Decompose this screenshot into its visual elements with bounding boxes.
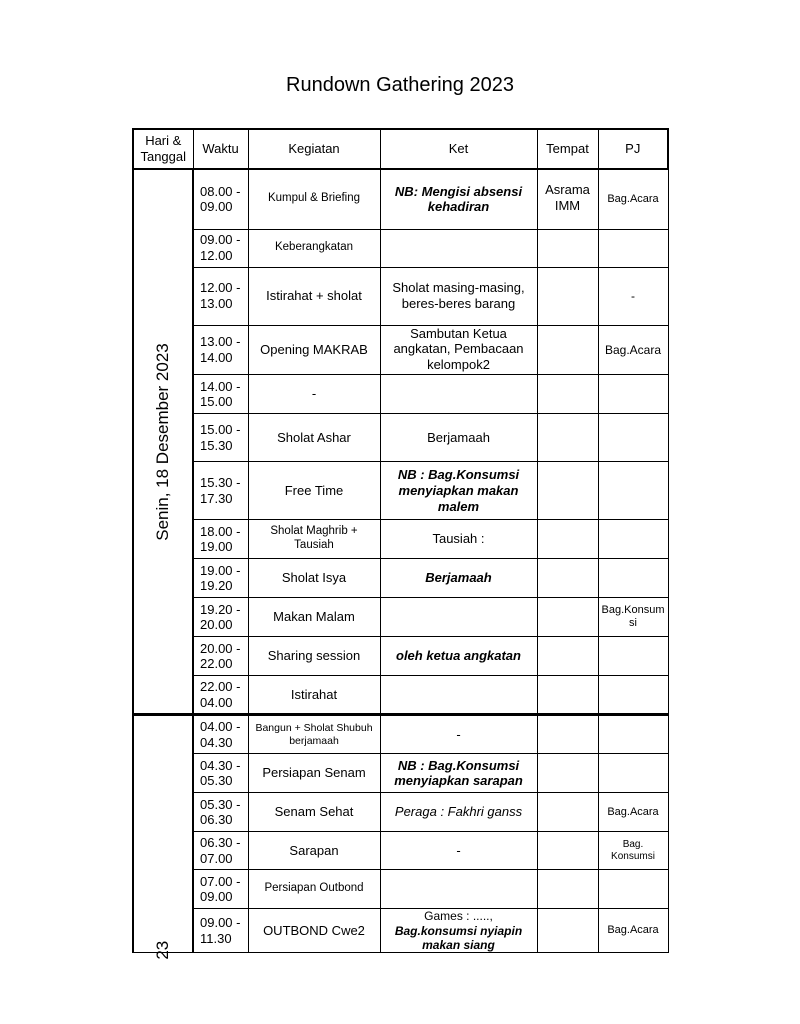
table-row bbox=[133, 870, 668, 909]
cell-kegiatan: Opening MAKRAB bbox=[248, 325, 380, 375]
cell-kegiatan: Persiapan Outbond bbox=[248, 870, 380, 909]
cell-waktu: 06.30 - 07.00 bbox=[193, 832, 248, 870]
cell-ket: NB: Mengisi absensi kehadiran bbox=[380, 169, 537, 229]
cell-ket: Sholat masing-masing, beres-beres barang bbox=[380, 267, 537, 325]
cell-waktu: 14.00 - 15.00 bbox=[193, 375, 248, 414]
cell-kegiatan: Istirahat + sholat bbox=[248, 267, 380, 325]
cell-tempat bbox=[537, 637, 598, 676]
cell-waktu: 09.00 - 11.30 bbox=[193, 909, 248, 953]
cell-kegiatan: Free Time bbox=[248, 462, 380, 520]
cell-pj: - bbox=[598, 267, 668, 325]
cell-kegiatan: - bbox=[248, 375, 380, 414]
table-row bbox=[133, 909, 668, 953]
cell-ket: - bbox=[380, 715, 537, 754]
cell-tempat bbox=[537, 598, 598, 637]
cell-ket bbox=[380, 909, 537, 953]
cell-pj bbox=[598, 754, 668, 793]
document-title: Rundown Gathering 2023 bbox=[286, 74, 514, 96]
cell-waktu: 08.00 - 09.00 bbox=[193, 169, 248, 229]
cell-pj bbox=[598, 559, 668, 598]
cell-kegiatan: Sarapan bbox=[248, 832, 380, 870]
cell-kegiatan: Sholat Maghrib + Tausiah bbox=[248, 520, 380, 559]
cell-ket bbox=[380, 229, 537, 267]
cell-pj: Bag.Acara bbox=[598, 169, 668, 229]
cell-ket: Sambutan Ketua angkatan, Pembacaan kelompok2 bbox=[380, 325, 537, 375]
cell-kegiatan: Sholat Ashar bbox=[248, 414, 380, 462]
table-row bbox=[133, 229, 668, 267]
cell-tempat bbox=[537, 414, 598, 462]
cell-kegiatan: OUTBOND Cwe2 bbox=[248, 909, 380, 953]
cell-ket: - bbox=[380, 832, 537, 870]
table-row bbox=[133, 325, 668, 375]
table-row bbox=[133, 414, 668, 462]
cell-ket bbox=[380, 870, 537, 909]
cell-pj bbox=[598, 375, 668, 414]
cell-ket: NB : Bag.Konsumsi menyiapkan makan malem bbox=[380, 462, 537, 520]
cell-tempat bbox=[537, 909, 598, 953]
header-pj: PJ bbox=[598, 129, 668, 169]
cell-tempat bbox=[537, 754, 598, 793]
cell-pj bbox=[598, 870, 668, 909]
cell-ket: NB : Bag.Konsumsi menyiapkan sarapan bbox=[380, 754, 537, 793]
cell-pj: Bag.Acara bbox=[598, 793, 668, 832]
cell-tempat bbox=[537, 229, 598, 267]
table-row bbox=[133, 676, 668, 715]
table-row bbox=[133, 754, 668, 793]
rundown-table-area bbox=[132, 128, 667, 960]
cell-kegiatan: Sharing session bbox=[248, 637, 380, 676]
table-row bbox=[133, 520, 668, 559]
cell-kegiatan: Persiapan Senam bbox=[248, 754, 380, 793]
cell-waktu: 19.00 - 19.20 bbox=[193, 559, 248, 598]
rundown-table bbox=[132, 128, 669, 960]
cell-kegiatan: Kumpul & Briefing bbox=[248, 169, 380, 229]
cell-kegiatan: Keberangkatan bbox=[248, 229, 380, 267]
cell-waktu: 04.00 - 04.30 bbox=[193, 715, 248, 754]
cell-waktu: 20.00 - 22.00 bbox=[193, 637, 248, 676]
cell-pj bbox=[598, 676, 668, 715]
cell-pj: Bag.Konsumsi bbox=[598, 598, 668, 637]
cell-waktu: 04.30 - 05.30 bbox=[193, 754, 248, 793]
cell-waktu: 15.30 - 17.30 bbox=[193, 462, 248, 520]
header-row bbox=[133, 129, 668, 169]
header-waktu: Waktu bbox=[193, 129, 248, 169]
day-cell-2 bbox=[133, 715, 193, 960]
table-row bbox=[133, 267, 668, 325]
cell-waktu: 05.30 - 06.30 bbox=[193, 793, 248, 832]
header-ket: Ket bbox=[380, 129, 537, 169]
ket-plain: Games : ....., bbox=[424, 909, 493, 924]
cell-kegiatan: Sholat Isya bbox=[248, 559, 380, 598]
cell-waktu: 12.00 - 13.00 bbox=[193, 267, 248, 325]
cell-waktu: 07.00 - 09.00 bbox=[193, 870, 248, 909]
cell-waktu: 13.00 - 14.00 bbox=[193, 325, 248, 375]
cell-waktu: 18.00 - 19.00 bbox=[193, 520, 248, 559]
header-hari-tanggal: Hari & Tanggal bbox=[133, 129, 193, 169]
cell-ket: Berjamaah bbox=[380, 414, 537, 462]
table-row bbox=[133, 462, 668, 520]
cell-kegiatan: Istirahat bbox=[248, 676, 380, 715]
ket-bold: Bag.konsumsi nyiapin makan siang bbox=[394, 923, 523, 953]
header-tempat: Tempat bbox=[537, 129, 598, 169]
cell-pj: Bag.Acara bbox=[598, 325, 668, 375]
cell-waktu: 22.00 - 04.00 bbox=[193, 676, 248, 715]
cell-ket bbox=[380, 676, 537, 715]
cell-waktu: 15.00 - 15.30 bbox=[193, 414, 248, 462]
table-row bbox=[133, 715, 668, 754]
cell-pj bbox=[598, 637, 668, 676]
cell-ket: Tausiah : bbox=[380, 520, 537, 559]
cell-tempat bbox=[537, 676, 598, 715]
cell-tempat bbox=[537, 715, 598, 754]
cell-pj: Bag. Konsumsi bbox=[598, 832, 668, 870]
cell-ket bbox=[380, 598, 537, 637]
table-row bbox=[133, 598, 668, 637]
cell-tempat bbox=[537, 267, 598, 325]
cell-ket: Peraga : Fakhri ganss bbox=[380, 793, 537, 832]
cell-ket: Berjamaah bbox=[380, 559, 537, 598]
day-label-2: 23 bbox=[152, 940, 172, 960]
day-cell-1 bbox=[133, 169, 193, 715]
table-row bbox=[133, 559, 668, 598]
cell-tempat: Asrama IMM bbox=[537, 169, 598, 229]
table-row bbox=[133, 832, 668, 870]
cell-pj bbox=[598, 462, 668, 520]
cell-kegiatan: Bangun + Sholat Shubuh berjamaah bbox=[248, 715, 380, 754]
cell-pj bbox=[598, 520, 668, 559]
table-row bbox=[133, 375, 668, 414]
cell-kegiatan: Senam Sehat bbox=[248, 793, 380, 832]
cell-pj: Bag.Acara bbox=[598, 909, 668, 953]
cell-ket: oleh ketua angkatan bbox=[380, 637, 537, 676]
cell-tempat bbox=[537, 520, 598, 559]
cell-pj bbox=[598, 414, 668, 462]
cell-ket bbox=[380, 375, 537, 414]
header-kegiatan: Kegiatan bbox=[248, 129, 380, 169]
cell-waktu: 19.20 - 20.00 bbox=[193, 598, 248, 637]
table-row bbox=[133, 637, 668, 676]
cell-tempat bbox=[537, 462, 598, 520]
cell-tempat bbox=[537, 375, 598, 414]
cell-pj bbox=[598, 229, 668, 267]
cell-tempat bbox=[537, 870, 598, 909]
cell-tempat bbox=[537, 325, 598, 375]
cell-pj bbox=[598, 715, 668, 754]
cell-waktu: 09.00 - 12.00 bbox=[193, 229, 248, 267]
cell-tempat bbox=[537, 559, 598, 598]
day-label-1: Senin, 18 Desember 2023 bbox=[152, 342, 172, 541]
cell-kegiatan: Makan Malam bbox=[248, 598, 380, 637]
cell-tempat bbox=[537, 832, 598, 870]
cell-tempat bbox=[537, 793, 598, 832]
table-row bbox=[133, 169, 668, 229]
table-row bbox=[133, 793, 668, 832]
